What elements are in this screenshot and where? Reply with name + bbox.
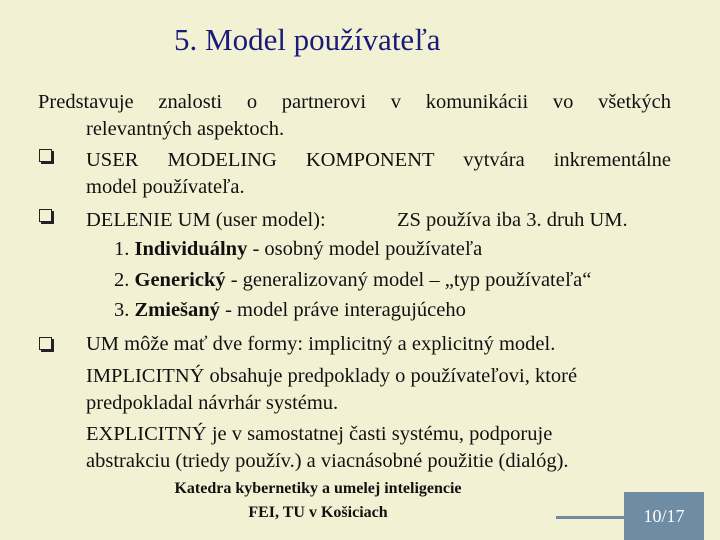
bullet-1-line-1: USER MODELING KOMPONENT vytvára inkrementálne	[86, 149, 671, 171]
footer-institution: FEI, TU v Košiciach	[248, 504, 388, 521]
um-type-2	[114, 266, 591, 294]
um-type-3-desc: - model práve interagujúceho	[219, 299, 466, 321]
bullet-2-note: ZS používa iba 3. druh UM.	[397, 209, 628, 231]
bullet-1-line-2: model používateľa.	[86, 176, 245, 198]
um-type-2-name: Generický	[134, 269, 226, 291]
um-type-1-desc: - osobný model používateľa	[247, 238, 483, 260]
um-type-1-number: 1.	[114, 238, 135, 260]
um-type-2-number: 2.	[114, 269, 135, 291]
bullet-3-line-5: abstrakciu (triedy použív.) a viacnásobné použitie (dialóg).	[86, 450, 569, 472]
bullet-2-label: DELENIE UM (user model):	[86, 209, 326, 231]
page-number: 10/17	[624, 492, 704, 540]
um-type-1	[114, 235, 482, 263]
intro-line-1: Predstavuje znalosti o partnerovi v komunikácii vo všetkých	[38, 91, 671, 113]
page-number-rule	[556, 516, 626, 519]
bullet-3-line-2: IMPLICITNÝ obsahuje predpoklady o používateľovi, ktoré	[86, 365, 578, 387]
slide-title: 5. Model používateľa	[174, 22, 441, 57]
bullet-3-line-1: UM môže mať dve formy: implicitný a explicitný model.	[86, 333, 556, 355]
um-type-3-name: Zmiešaný	[134, 299, 220, 321]
um-type-3-number: 3.	[114, 299, 135, 321]
square-bullet-icon	[39, 209, 52, 222]
um-type-1-name: Individuálny	[134, 238, 248, 260]
um-type-2-desc: - generalizovaný model – „typ používateľa“	[225, 269, 592, 291]
um-type-3	[114, 296, 466, 324]
bullet-3-line-3: predpokladal návrhár systému.	[86, 392, 339, 414]
square-bullet-icon	[39, 149, 52, 162]
footer-department: Katedra kybernetiky a umelej inteligencie	[174, 480, 462, 497]
intro-line-2: relevantných aspektoch.	[86, 118, 285, 140]
square-bullet-icon	[39, 337, 52, 350]
bullet-3-line-4: EXPLICITNÝ je v samostatnej časti systému, podporuje	[86, 423, 553, 445]
